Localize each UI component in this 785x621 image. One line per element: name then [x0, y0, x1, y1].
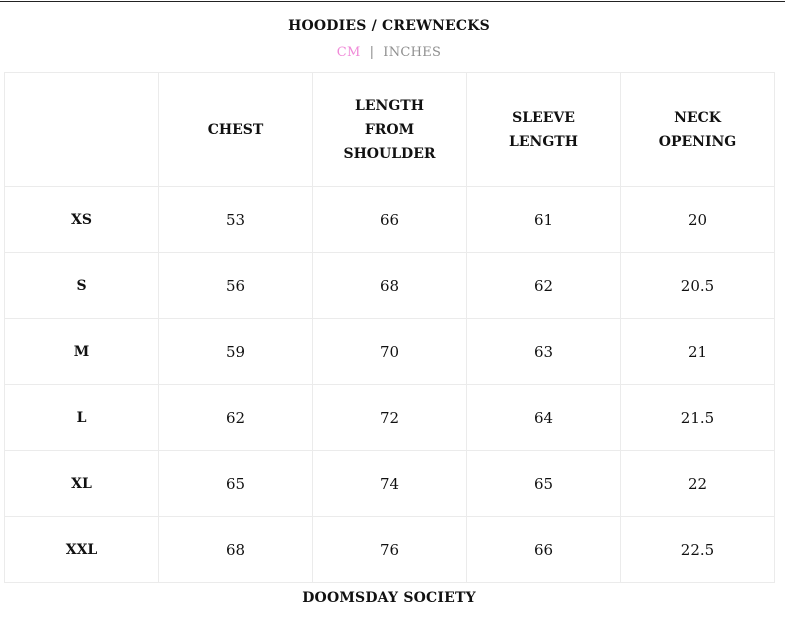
size-label: XL — [5, 451, 159, 517]
length-value: 72 — [313, 385, 467, 451]
sleeve-value: 63 — [467, 319, 621, 385]
footer-brand: DOOMSDAY SOCIETY — [302, 590, 476, 606]
table-row — [5, 451, 775, 517]
length-value: 74 — [313, 451, 467, 517]
table-row — [5, 319, 775, 385]
chest-value: 59 — [159, 319, 313, 385]
length-value: 66 — [313, 187, 467, 253]
chest-value: 62 — [159, 385, 313, 451]
chest-value: 53 — [159, 187, 313, 253]
sleeve-value: 62 — [467, 253, 621, 319]
size-label: L — [5, 385, 159, 451]
header-sleeve-length — [467, 73, 621, 187]
neck-value: 21 — [621, 319, 775, 385]
neck-value: 22 — [621, 451, 775, 517]
length-value: 70 — [313, 319, 467, 385]
header-word: OPENING — [658, 133, 737, 150]
sleeve-value: 61 — [467, 187, 621, 253]
size-label: S — [5, 253, 159, 319]
unit-option-inches[interactable]: INCHES — [383, 45, 442, 60]
header-size-empty — [5, 73, 159, 187]
length-value: 68 — [313, 253, 467, 319]
size-label: XS — [5, 187, 159, 253]
header-word: SLEEVE — [512, 109, 575, 126]
size-chart-table — [4, 72, 775, 583]
chest-value: 56 — [159, 253, 313, 319]
neck-value: 22.5 — [621, 517, 775, 583]
header-length-from-shoulder — [313, 73, 467, 187]
header-word: LENGTH — [509, 133, 578, 150]
header-word: CHEST — [207, 121, 264, 138]
table-row — [5, 385, 775, 451]
unit-option-cm[interactable]: CM — [336, 45, 361, 60]
table-row — [5, 253, 775, 319]
chart-title: HOODIES / CREWNECKS — [288, 18, 490, 34]
header-chest — [159, 73, 313, 187]
table-row — [5, 517, 775, 583]
size-label: XXL — [5, 517, 159, 583]
table-header-row — [5, 73, 775, 187]
header-word: LENGTH — [355, 97, 424, 114]
neck-value: 20 — [621, 187, 775, 253]
neck-value: 21.5 — [621, 385, 775, 451]
header-word: NECK — [674, 109, 721, 126]
size-label: M — [5, 319, 159, 385]
neck-value: 20.5 — [621, 253, 775, 319]
chest-value: 65 — [159, 451, 313, 517]
header-word: FROM — [364, 121, 415, 138]
length-value: 76 — [313, 517, 467, 583]
header-word: SHOULDER — [343, 145, 436, 162]
top-divider — [0, 1, 785, 2]
header-neck-opening — [621, 73, 775, 187]
chest-value: 68 — [159, 517, 313, 583]
unit-toggle — [0, 45, 778, 60]
sleeve-value: 66 — [467, 517, 621, 583]
sleeve-value: 65 — [467, 451, 621, 517]
table-row — [5, 187, 775, 253]
sleeve-value: 64 — [467, 385, 621, 451]
unit-separator: | — [369, 45, 375, 60]
